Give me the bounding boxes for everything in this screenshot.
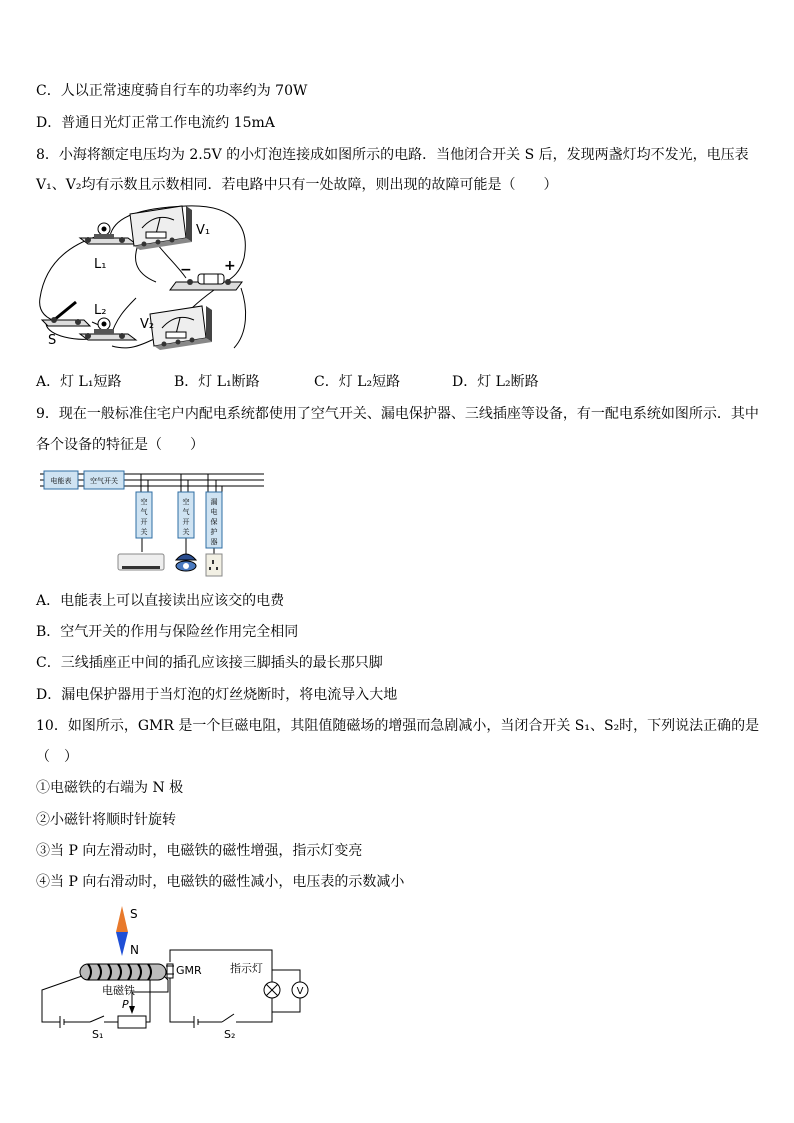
q8-stem-line1: 8．小海将额定电压均为 2.5V 的小灯泡连接成如图所示的电路．当他闭合开关 S 后，发现两盏灯均不发光，电压表 [36,147,749,163]
q8-option-d: D．灯 L₂断路 [452,374,539,390]
label-v1: V₁ [196,223,211,238]
compass-needle-icon [116,906,128,956]
battery-minus: − [180,262,192,278]
q8-option-a: A．灯 L₁短路 [36,374,122,390]
air-conditioner-icon [118,554,164,570]
socket-icon [206,554,222,576]
q9-stem-line2: 各个设备的特征是（ ） [36,437,204,453]
lamp-icon [176,554,196,571]
branch1-char: 关 [140,528,148,536]
branch2-char: 开 [182,518,190,526]
needle-label-s: S [130,907,138,921]
battery-plus: + [224,258,236,274]
label-gmr: GMR [176,964,202,977]
label-l1: L₁ [94,257,107,272]
q9-option-c: C．三线插座正中间的插孔应该接三脚插头的最长那只脚 [36,655,383,671]
label-s: S [48,333,57,348]
label-s2: S₂ [224,1028,236,1041]
q10-stem-line1: 10．如图所示，GMR 是一个巨磁电阻，其阻值随磁场的增强而急剧减小，当闭合开关 S₁、S₂时，下列说法正确的是 [36,718,760,734]
q10-statement-4: ④当 P 向右滑动时，电磁铁的磁性减小，电压表的示数减小 [36,874,405,890]
branch1-char: 气 [140,508,148,516]
q8-stem-line2: V₁、V₂均有示数且示数相同．若电路中只有一处故障，则出现的故障可能是（ ） [36,177,558,193]
needle-label-n: N [130,943,139,957]
branch3-char: 器 [210,538,218,546]
branch3-char: 电 [210,508,218,516]
q10-circuit-figure [36,902,332,1042]
label-voltmeter: V [296,986,304,997]
label-l2: L₂ [94,303,107,318]
electromagnet-label: 电磁铁 [102,984,135,997]
q10-statement-1: ①电磁铁的右端为 N 极 [36,780,184,796]
q9-distribution-figure [36,462,266,580]
slider-label-p: P [122,998,129,1011]
label-indicator-lamp: 指示灯 [230,962,263,975]
branch3-char: 漏 [210,498,218,506]
q8-option-b: B．灯 L₁断路 [174,374,260,390]
branch3-char: 护 [210,528,218,536]
switch-s [42,302,90,326]
branch1-char: 开 [140,518,148,526]
q9-option-d: D．漏电保护器用于当灯泡的灯丝烧断时，将电流导入大地 [36,687,398,703]
slider-arrow-icon [129,1006,135,1014]
q10-stem-line2: （ ） [36,749,78,765]
branch2-char: 空 [182,498,190,506]
branch2-char: 气 [182,508,190,516]
main-breaker-label: 空气开关 [90,477,118,485]
energy-meter-label: 电能表 [50,477,72,485]
voltmeter-v1 [130,206,192,250]
lamp-l1 [80,223,136,244]
q9-option-a: A．电能表上可以直接读出应该交的电费 [36,593,285,609]
q8-circuit-figure [36,198,252,363]
q9-option-b: B．空气开关的作用与保险丝作用完全相同 [36,624,299,640]
branch2-char: 关 [182,528,190,536]
branch3-char: 保 [210,518,218,526]
label-s1: S₁ [92,1028,104,1041]
electromagnet [80,964,166,980]
q7-option-d: D．普通日光灯正常工作电流约 15mA [36,115,275,131]
label-v2: V₂ [140,317,155,332]
q8-option-c: C．灯 L₂短路 [314,374,401,390]
q9-stem-line1: 9．现在一般标准住宅户内配电系统都使用了空气开关、漏电保护器、三线插座等设备，有一配电系统如图所示．其中 [36,406,759,422]
q10-statement-2: ②小磁针将顺时针旋转 [36,812,176,828]
voltmeter-v2 [150,306,212,350]
branch1-char: 空 [140,498,148,506]
lamp-l2 [80,318,136,340]
q7-option-c: C．人以正常速度骑自行车的功率约为 70W [36,83,308,99]
indicator-lamp-icon [264,982,280,998]
q10-statement-3: ③当 P 向左滑动时，电磁铁的磁性增强，指示灯变亮 [36,843,363,859]
